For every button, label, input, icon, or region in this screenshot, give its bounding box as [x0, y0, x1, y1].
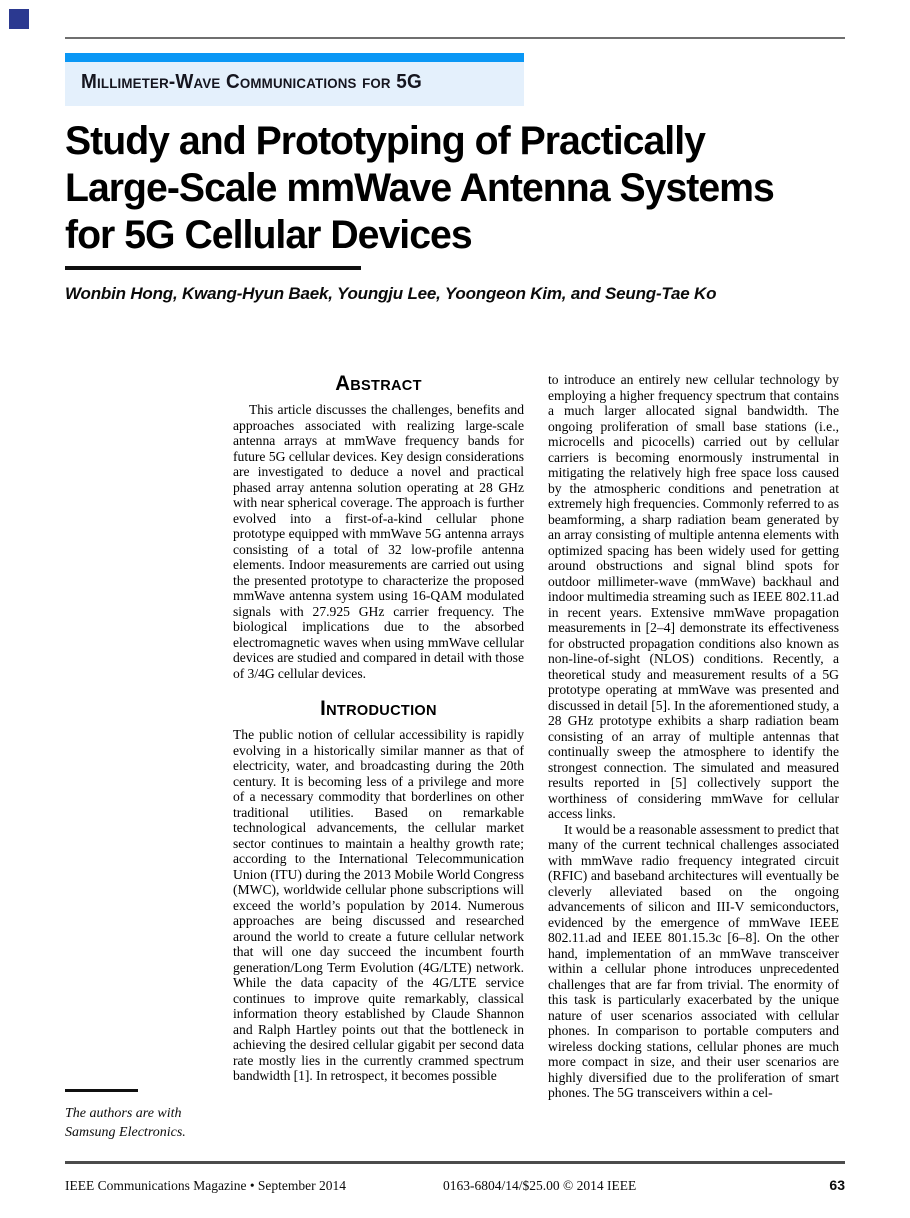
left-column [233, 372, 524, 1150]
article-title-line-3: for 5G Cellular Devices [65, 213, 472, 257]
introduction-paragraph-left: The public notion of cellular accessibility is rapidly evolving in a historically similar manner as that of electricity, water, and broadcasting during the 20th century. It is becoming less of a privilege and more of a necessary commodity that borderlines on other traditional utilities. Based on remarkable technological advancements, the cellular market sector continues to maintain a healthy growth rate; according to the International Telecommunication Union (ITU) during the 2013 Mobile World Congress (MWC), worldwide cellular phone subscriptions will exceed the world’s population by 2014. Numerous approaches are being discussed and researched around the world to create a future cellular network that will one day succeed the incumbent fourth generation/Long Term Evolution (4G/LTE) network. While the data capacity of the 4G/LTE service continues to improve quite remarkably, classical information theory established by Claude Shannon and Ralph Hartley points out that the bottleneck in achieving the desired cellular gigabit per second data rate mostly lies in the currently crammed spectrum bandwidth [1]. In retrospect, it becomes possible [233, 727, 524, 1083]
affiliation-note-rule [65, 1089, 138, 1092]
banner-accent-bar [65, 53, 524, 62]
article-title-line-2: Large-Scale mmWave Antenna Systems [65, 166, 774, 210]
introduction-paragraph-right-continuation: to introduce an entirely new cellular technology by employing a higher frequency spectrum that contains a much larger allocated signal bandwidth. The ongoing proliferation of small base stations (i.e., microcells and picocells) carried out by cellular carriers is becoming enormously instrumental in mitigating the relatively high free space loss caused by the atmospheric conditions and penetration at extremely high frequencies. Commonly referred to as beamforming, a sharp radiation beam generated by an array consisting of multiple antenna elements with optimized spacing has been widely used for getting around obstructions and signal blind spots for outdoor millimeter-wave (mmWave) backhaul and indoor multimedia streaming such as IEEE 802.11.ad in recent years. Extensive mmWave propagation measurements in [2–4] demonstrate its effectiveness for obstructed propagation conditions also known as non-line-of-sight (NLOS) conditions. Recently, a theoretical study and measurement results of a 5G prototype operating at mmWave was presented and discussed in detail [5]. In the aforementioned study, a 28 GHz prototype exhibits a sharp radiation beam consisting of an array of multiple antennas that continually sweep the atmosphere to identify the strongest connection. The simulated and measured results reported in [5] collectively support the worthiness of considering mmWave for cellular access links. [548, 372, 839, 821]
corner-registration-mark [9, 9, 29, 29]
section-banner [65, 53, 524, 106]
article-title-line-1: Study and Prototyping of Practically [65, 119, 705, 163]
right-column [548, 372, 839, 1150]
footer-copyright: 0163-6804/14/$25.00 © 2014 IEEE [443, 1178, 637, 1193]
author-affiliation-note [65, 1089, 217, 1142]
introduction-paragraph-2: It would be a reasonable assessment to predict that many of the current technical challenges associated with mmWave radio frequency integrated circuit (RFIC) and baseband architectures will eventually be cleverly alleviated based on the ongoing advancements of silicon and III-V semiconductors, evidenced by the emergence of mmWave IEEE 802.11.ad and IEEE 801.15.3c [6–8]. On the other hand, implementation of an mmWave transceiver within a cellular phone introduces unprecedented challenges that are far from trivial. The enormity of this task is particularly exacerbated by the unique nature of user scenarios associated with cellular phones. In comparison to portable computers and wireless docking stations, cellular phones are much more compact in size, and their user scenarios are highly diversified due to the proliferation of smart phones. The 5G transceivers within a cel- [548, 821, 839, 1100]
article-title [65, 118, 849, 259]
title-underline-rule [65, 266, 361, 270]
footer-page-number: 63 [829, 1177, 845, 1193]
footer-divider-rule [65, 1161, 845, 1164]
introduction-heading: Introduction [320, 697, 437, 720]
section-banner-label: Millimeter-Wave Communications for 5G [81, 71, 422, 93]
banner-body [65, 62, 524, 106]
authors-byline: Wonbin Hong, Kwang-Hyun Baek, Youngju Lee, Yoongeon Kim, and Seung-Tae Ko [65, 284, 717, 303]
footer-journal-issue: IEEE Communications Magazine • September 2014 [65, 1178, 347, 1193]
affiliation-note-text: The authors are with Samsung Electronics. [65, 1106, 186, 1140]
top-divider-rule [65, 37, 845, 39]
abstract-heading: Abstract [335, 372, 422, 395]
abstract-paragraph: This article discusses the challenges, benefits and approaches associated with realizing large-scale antenna arrays at mmWave frequency bands for future 5G cellular devices. Key design considerations are investigated to deduce a novel and practical phased array antenna solution operating at 28 GHz with near spherical coverage. The approach is further evolved into a first-of-a-kind cellular phone prototype equipped with mmWave 5G antenna arrays consisting of a total of 32 low-profile antenna elements. Indoor measurements are carried out using the presented prototype to characterize the proposed mmWave antenna system using 16-QAM modulated signals with 27.925 GHz carrier frequency. The biological implications due to the absorbed electromagnetic waves when using mmWave cellular devices are studied and compared in detail with those of 3/4G cellular devices. [233, 402, 524, 681]
